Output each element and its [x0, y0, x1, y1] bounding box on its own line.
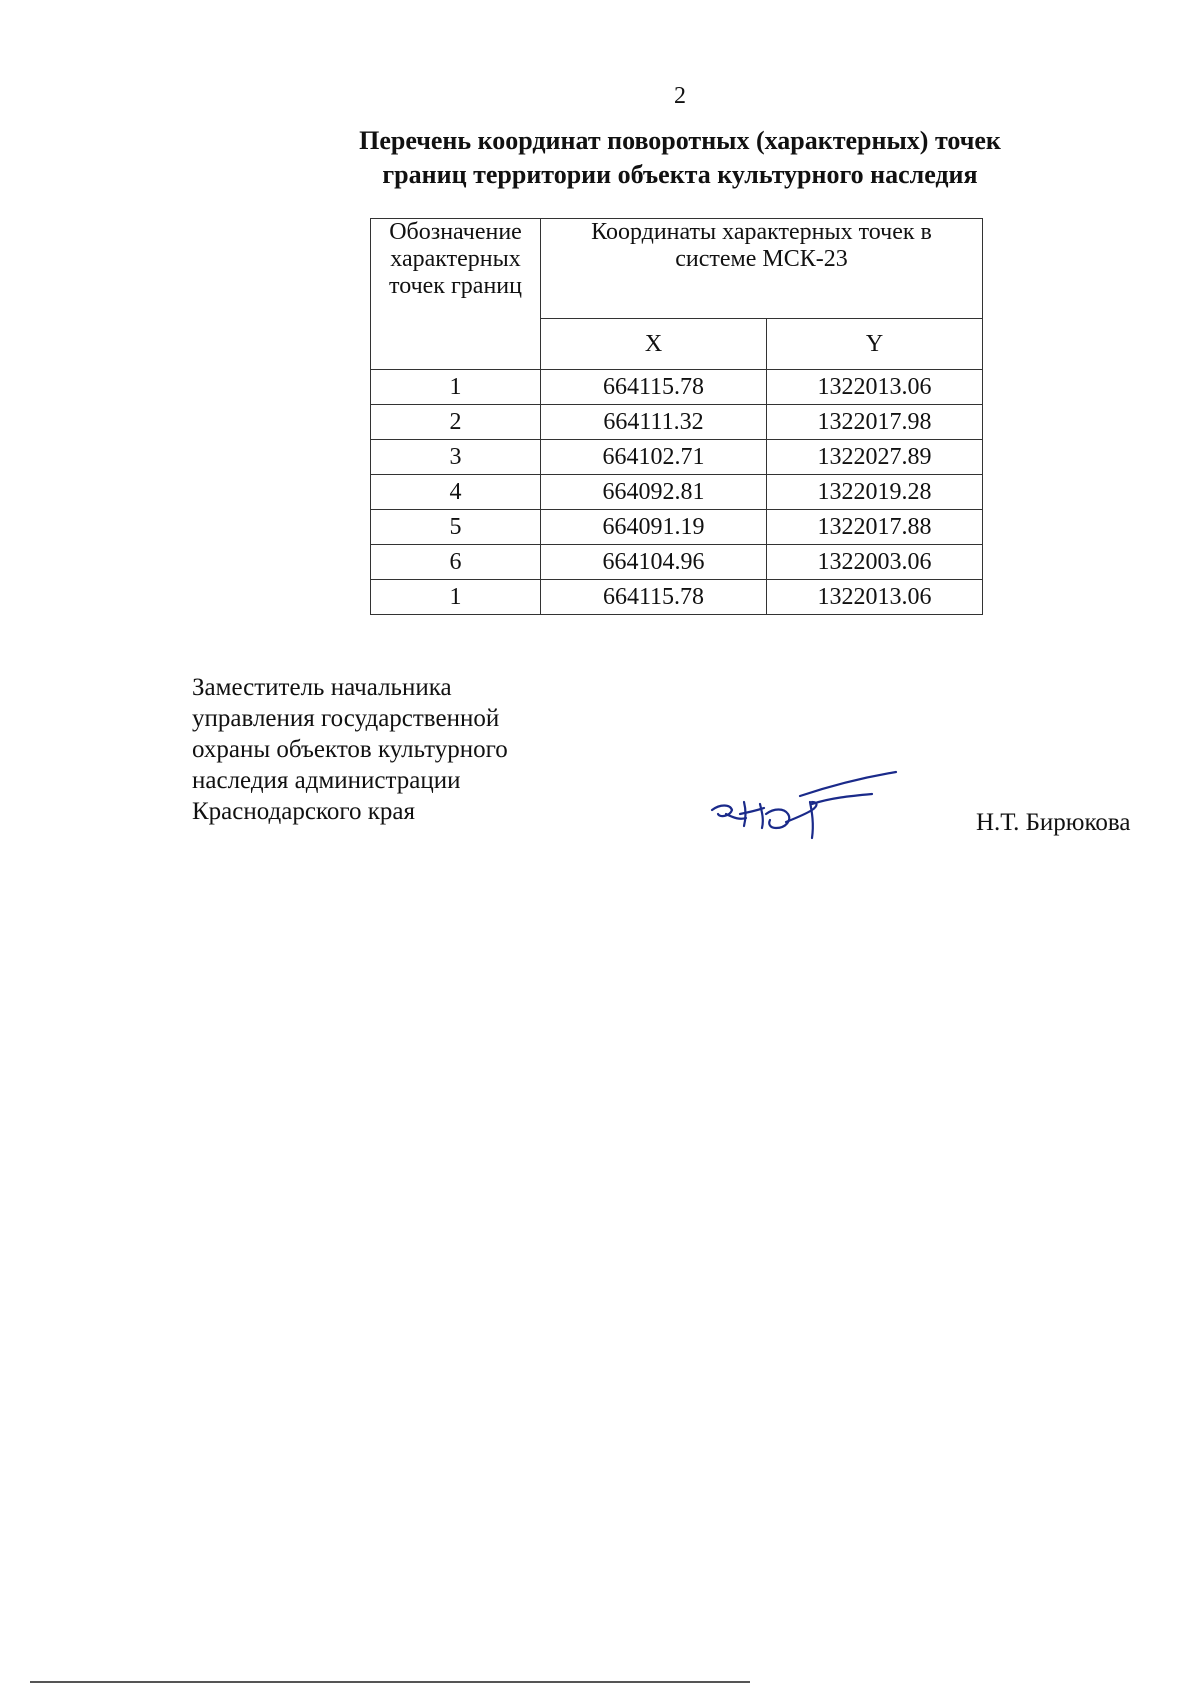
header-y: Y	[767, 319, 983, 370]
signer-position-line: охраны объектов культурного	[192, 736, 508, 763]
cell-x: 664111.32	[541, 405, 767, 440]
header-point-designation	[371, 219, 541, 370]
header-coords-line: системе МСК-23	[675, 246, 848, 272]
document-title	[300, 124, 1060, 192]
header-coords-line: Координаты характерных точек в	[591, 219, 932, 245]
cell-x: 664091.19	[541, 510, 767, 545]
cell-y: 1322013.06	[767, 580, 983, 615]
cell-point: 2	[371, 405, 541, 440]
cell-y: 1322017.98	[767, 405, 983, 440]
signer-name: Н.Т. Бирюкова	[976, 809, 1131, 836]
header-designation-line: точек границ	[389, 273, 522, 299]
signer-position-line: Краснодарского края	[192, 798, 415, 825]
header-designation-line: Обозначение	[389, 219, 522, 245]
coordinates-table	[370, 218, 983, 615]
table-row	[371, 475, 983, 510]
cell-point: 4	[371, 475, 541, 510]
cell-x: 664102.71	[541, 440, 767, 475]
handwritten-signature	[700, 768, 900, 848]
cell-x: 664104.96	[541, 545, 767, 580]
cell-x: 664092.81	[541, 475, 767, 510]
cell-point: 1	[371, 370, 541, 405]
header-x: X	[541, 319, 767, 370]
page-number: 2	[674, 83, 686, 109]
cell-y: 1322019.28	[767, 475, 983, 510]
title-line-2: границ территории объекта культурного наследия	[382, 160, 978, 189]
header-designation-line: характерных	[390, 246, 521, 272]
cell-point: 1	[371, 580, 541, 615]
cell-x: 664115.78	[541, 580, 767, 615]
signer-position	[192, 672, 508, 827]
cell-point: 3	[371, 440, 541, 475]
cell-y: 1322017.88	[767, 510, 983, 545]
table-row	[371, 405, 983, 440]
cell-x: 664115.78	[541, 370, 767, 405]
cell-y: 1322013.06	[767, 370, 983, 405]
table-header-row	[371, 219, 983, 319]
title-line-1: Перечень координат поворотных (характерных) точек	[359, 126, 1001, 155]
cell-point: 6	[371, 545, 541, 580]
table-row	[371, 545, 983, 580]
signer-position-line: наследия администрации	[192, 767, 461, 794]
table-row	[371, 370, 983, 405]
signer-position-line: управления государственной	[192, 705, 500, 732]
signer-position-line: Заместитель начальника	[192, 674, 452, 701]
table-row	[371, 510, 983, 545]
table-row	[371, 440, 983, 475]
bottom-divider	[30, 1681, 750, 1683]
cell-point: 5	[371, 510, 541, 545]
cell-y: 1322003.06	[767, 545, 983, 580]
table-row	[371, 580, 983, 615]
header-coordinates	[541, 219, 983, 319]
cell-y: 1322027.89	[767, 440, 983, 475]
